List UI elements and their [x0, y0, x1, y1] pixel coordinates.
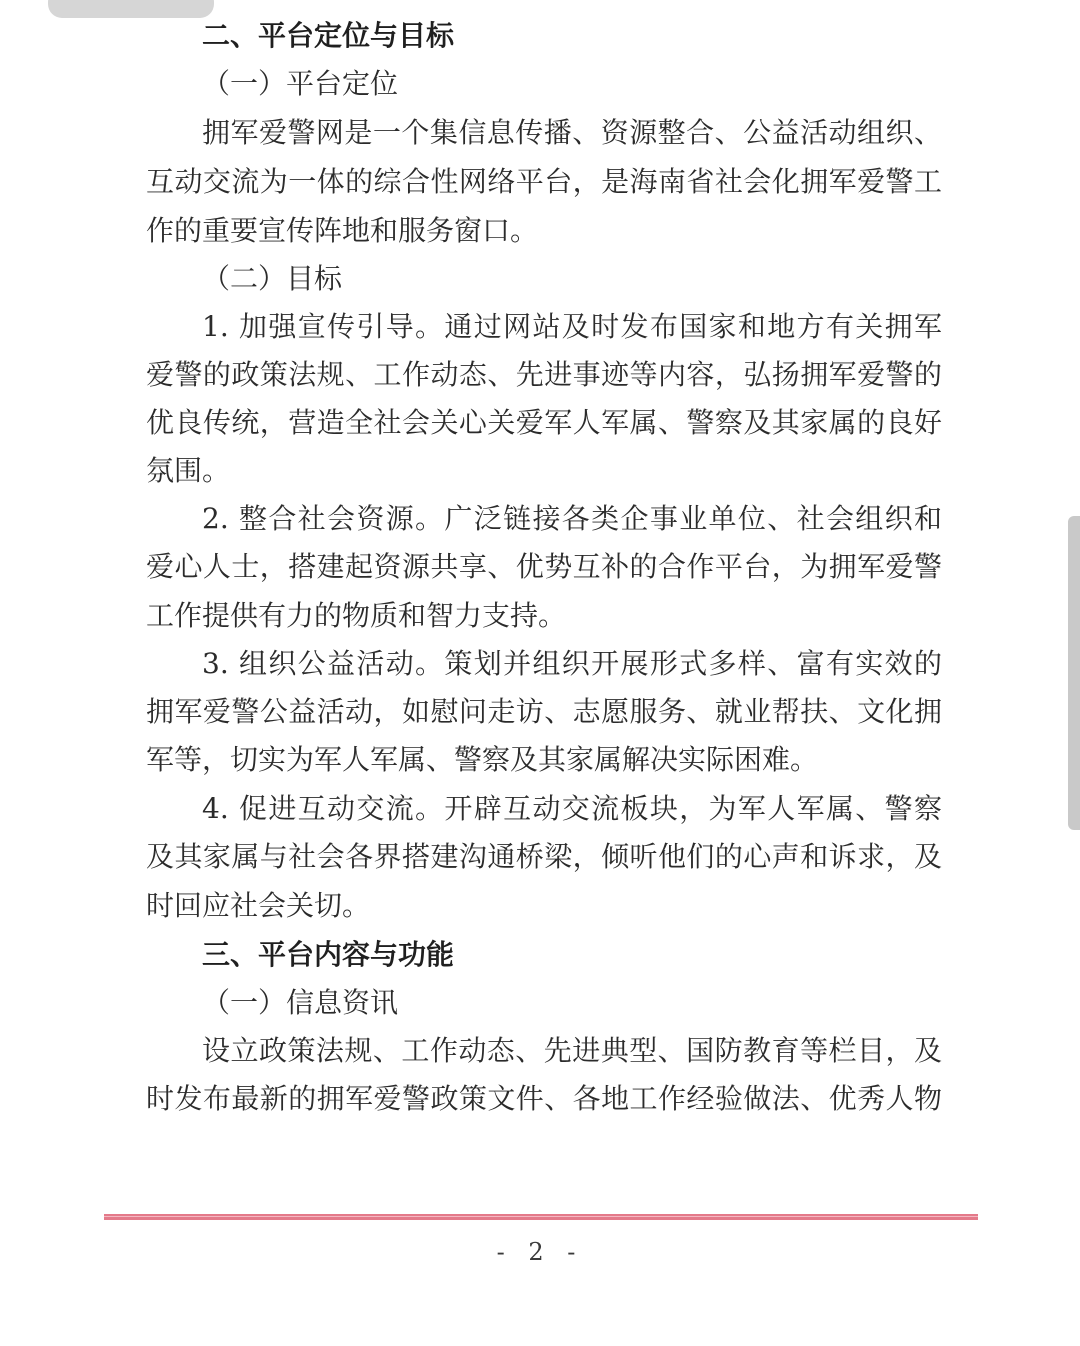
subheading-goals: （二）目标 — [202, 262, 343, 295]
footer-divider — [104, 1214, 978, 1220]
paragraph-line: 爱心人士，搭建起资源共享、优势互补的合作平台，为拥军爱警 — [146, 550, 942, 583]
scrollbar-thumb[interactable] — [1068, 516, 1080, 830]
paragraph-line: 4. 促进互动交流。开辟互动交流板块，为军人军属、警察 — [202, 792, 942, 825]
paragraph-line: 1. 加强宣传引导。通过网站及时发布国家和地方有关拥军 — [202, 310, 942, 343]
paragraph-line: 工作提供有力的物质和智力支持。 — [146, 599, 567, 632]
page-number: - 2 - — [496, 1238, 584, 1266]
paragraph-line: 氛围。 — [146, 454, 231, 487]
paragraph-line: 军等，切实为军人军属、警察及其家属解决实际困难。 — [146, 743, 819, 776]
subheading-information: （一）信息资讯 — [202, 986, 399, 1019]
paragraph-line: 2. 整合社会资源。广泛链接各类企事业单位、社会组织和 — [202, 502, 942, 535]
paragraph-line: 及其家属与社会各界搭建沟通桥梁，倾听他们的心声和诉求，及 — [146, 840, 942, 873]
paragraph-line: 拥军爱警网是一个集信息传播、资源整合、公益活动组织、 — [202, 116, 942, 149]
paragraph-line: 时发布最新的拥军爱警政策文件、各地工作经验做法、优秀人物 — [146, 1082, 942, 1115]
paragraph-line: 时回应社会关切。 — [146, 889, 371, 922]
paragraph-line: 设立政策法规、工作动态、先进典型、国防教育等栏目，及 — [202, 1034, 942, 1067]
section-heading-3: 三、平台内容与功能 — [202, 938, 455, 971]
paragraph-line: 优良传统，营造全社会关心关爱军人军属、警察及其家属的良好 — [146, 406, 942, 439]
paragraph-line: 互动交流为一体的综合性网络平台，是海南省社会化拥军爱警工 — [146, 165, 942, 198]
section-heading-2: 二、平台定位与目标 — [202, 19, 455, 52]
paragraph-line: 3. 组织公益活动。策划并组织开展形式多样、富有实效的 — [202, 647, 942, 680]
subheading-positioning: （一）平台定位 — [202, 67, 399, 100]
paragraph-line: 作的重要宣传阵地和服务窗口。 — [146, 214, 539, 247]
paragraph-line: 拥军爱警公益活动，如慰问走访、志愿服务、就业帮扶、文化拥 — [146, 695, 942, 728]
paragraph-line: 爱警的政策法规、工作动态、先进事迹等内容，弘扬拥军爱警的 — [146, 358, 942, 391]
